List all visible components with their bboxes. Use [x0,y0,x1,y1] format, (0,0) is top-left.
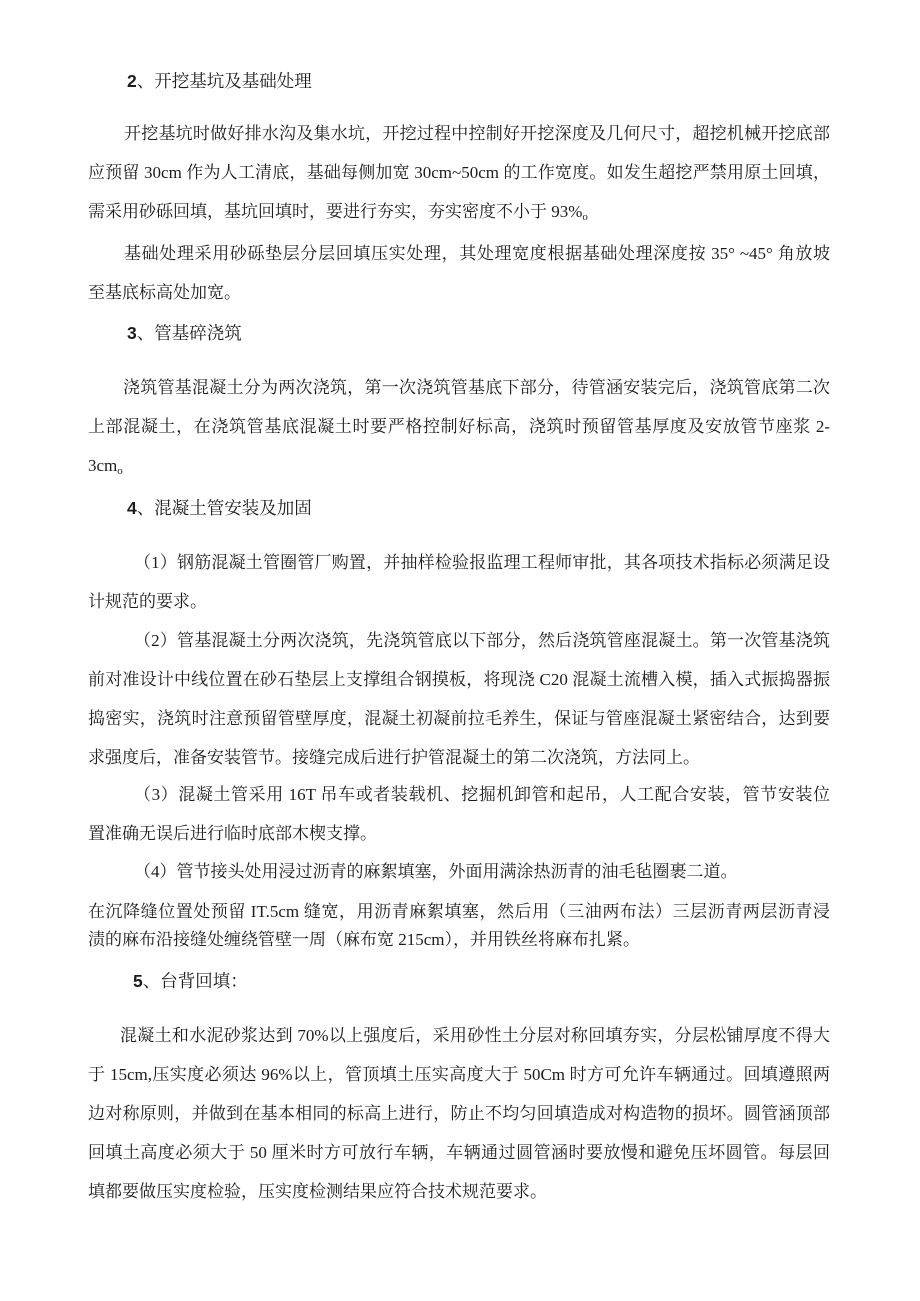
text-line: 回填土高度必须大于 50 厘米时方可放行车辆，车辆通过圆管涵时要放慢和避免压坏圆管。每层回 [88,1143,830,1162]
text-line: 计规范的要求。 [88,592,207,611]
text-line: 在沉降缝位置处预留 IT.5cm 缝宽，用沥青麻絮填塞，然后用（三油两布法）三层沥青两层沥青浸 [88,902,830,921]
text-line: 前对准设计中线位置在砂石垫层上支撑组合钢摸板，将现浇 C20 混凝土流槽入模，插入式振捣器振 [88,670,830,689]
section-title: 、开挖基坑及基础处理 [136,71,312,91]
text-line: 渍的麻布沿接缝处缠绕管壁一周（麻布宽 215cm），并用铁丝将麻布扎紧。 [88,930,641,949]
section-title: 、管基碎浇筑 [136,323,242,343]
text-line: （2）管基混凝土分两次浇筑，先浇筑管底以下部分，然后浇筑管座混凝土。第一次管基浇筑 [134,631,830,650]
text-line-tail: o [117,465,123,477]
text-line [88,446,830,485]
section-heading [127,313,830,353]
text-line: 基础处理采用砂砾垫层分层回填压实处理，其处理宽度根据基础处理深度按 35° ~45° 角放坡 [124,244,830,263]
text-line: 上部混凝土，在浇筑管基底混凝土时要严格控制好标高，浇筑时预留管基厚度及安放管节座浆 2- [88,417,830,436]
paragraph [88,114,830,231]
text-line [88,192,830,231]
text-line: 至基底标高处加宽。 [88,283,241,302]
text-line: （4）管节接头处用浸过沥青的麻絮填塞，外面用满涂热沥青的油毛毡圈裹二道。 [134,862,738,881]
text-line: （1）钢筋混凝土管圈管厂购置，并抽样检验报监理工程师审批，其各项技术指标必须满足设 [134,553,830,572]
section-heading [127,488,830,528]
section-5 [88,961,830,1211]
paragraph-note [88,898,830,954]
text-line-tail: o [582,211,588,223]
text-line: 浇筑管基混凝土分为两次浇筑，第一次浇筑管基底下部分，待管涵安装完后，浇筑管底第二次 [123,378,830,397]
section-heading [133,961,830,1001]
text-line: 边对称原则，并做到在基本相同的标高上进行，防止不均匀回填造成对构造物的损坏。圆管涵顶部 [88,1104,830,1123]
text-line: 填都要做压实度检验，压实度检测结果应符合技术规范要求。 [88,1182,547,1201]
section-4 [88,488,830,954]
text-line: 应预留 30cm 作为人工清底，基础每侧加宽 30cm~50cm 的工作宽度。如发生超挖严禁用原土回填， [88,163,830,182]
text-line-content: 需采用砂砾回填，基坑回填时，要进行夯实，夯实密度不小于 93% [88,202,583,221]
text-line-content: 3cm [88,456,118,475]
document-body [88,61,830,1211]
paragraph [88,1016,830,1211]
paragraph [88,368,830,485]
section-number: 3 [127,323,137,343]
section-title: 、台背回填： [142,971,248,991]
text-line: 置准确无误后进行临时底部木楔支撑。 [88,824,377,843]
paragraph-item-2 [88,621,830,777]
section-number: 2 [127,71,137,91]
paragraph [88,234,830,312]
text-line: 求强度后，准备安装管节。接缝完成后进行护管混凝土的第二次浇筑，方法同上。 [88,748,700,767]
section-3 [88,313,830,485]
text-line: 开挖基坑时做好排水沟及集水坑，开挖过程中控制好开挖深度及几何尺寸，超挖机械开挖底部 [124,124,830,143]
text-line: 捣密实，浇筑时注意预留管壁厚度，混凝土初凝前拉毛养生，保证与管座混凝土紧密结合，达到要 [88,709,830,728]
paragraph-item-4 [88,852,830,891]
text-line: （3）混凝土管采用 16T 吊车或者装载机、挖掘机卸管和起吊，人工配合安装，管节安装位 [134,785,830,804]
text-line: 于 15cm,压实度必须达 96%以上，管顶填土压实高度大于 50Cm 时方可允许车辆通过。回填遵照两 [88,1065,830,1084]
section-number: 5 [133,971,143,991]
section-heading [127,61,830,101]
paragraph-item-3 [88,775,830,853]
section-number: 4 [127,498,137,518]
section-2 [88,61,830,312]
text-line: 混凝土和水泥砂浆达到 70%以上强度后，采用砂性土分层对称回填夯实，分层松铺厚度不得大 [120,1026,830,1045]
section-title: 、混凝土管安装及加固 [136,498,312,518]
paragraph-item-1 [88,543,830,621]
